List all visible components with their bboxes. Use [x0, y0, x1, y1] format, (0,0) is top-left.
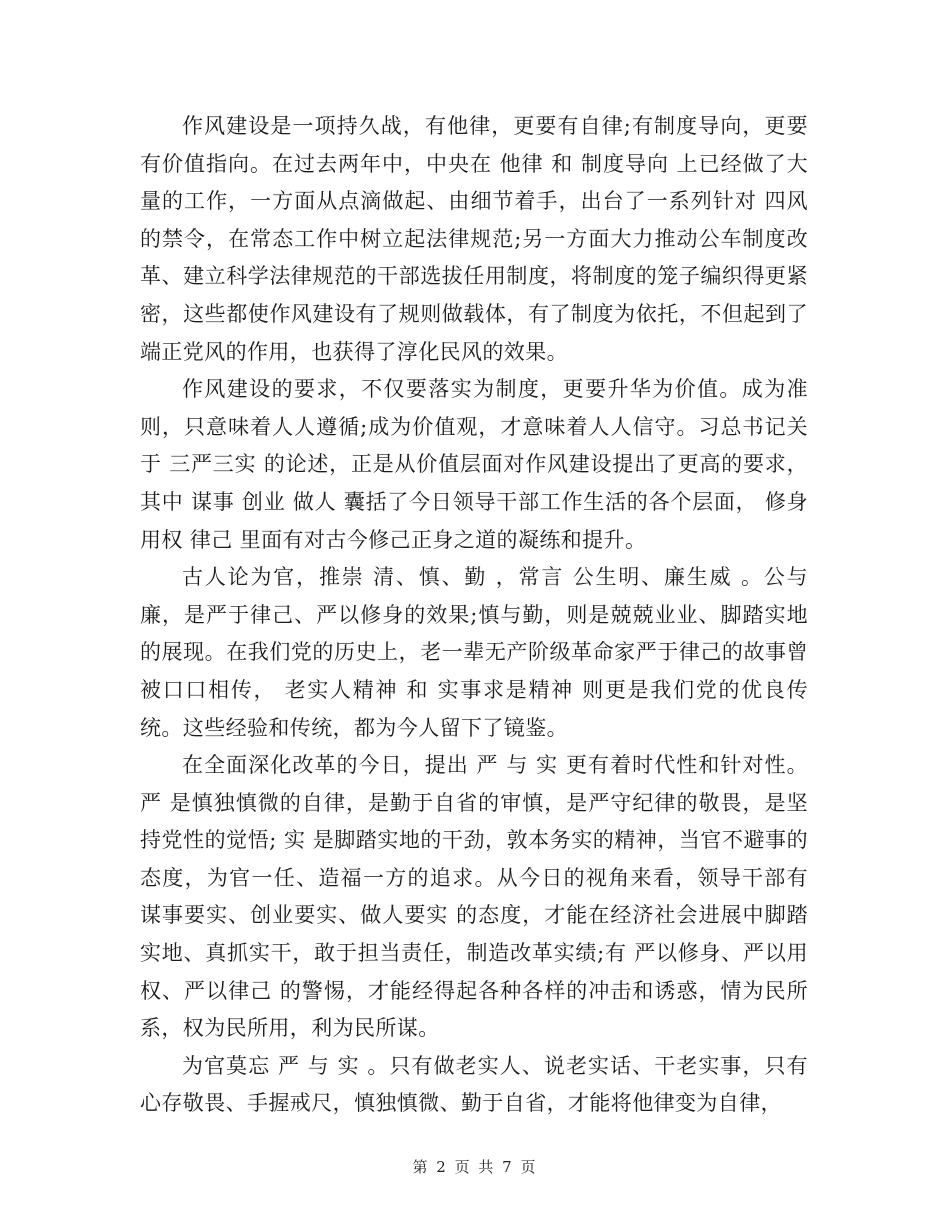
paragraph-4: 在全面深化改革的今日，提出 严 与 实 更有着时代性和针对性。 严 是慎独慎微的自律，是勤于自省的审慎，是严守纪律的敬畏，是坚持党性的觉悟; 实 是脚踏实地的干劲，敦本务实的精神，当官不避事的态度，为官一任、造福一方的追求。从今日的视角来看，领导干部有 谋事要实、创业要实、做人要实 的态度，才能在经济社会进展中脚踏实地、真抓实干，敢于担当责任，制造改革实绩;有 严以修身、严以用权、严以律己 的警惕，才能经得起各种各样的冲击和诱惑，情为民所系，权为民所用，利为民所谋。 [140, 753, 816, 1041]
page-number-footer: 第 2 页 共 7 页 [412, 1158, 538, 1176]
paragraph-1: 作风建设是一项持久战，有他律，更要有自律;有制度导向，更要有价值指向。在过去两年中，中央在 他律 和 制度导向 上已经做了大量的工作，一方面从点滴做起、由细节着手，出台了一系列针对 四风 的禁令，在常态工作中树立起法律规范;另一方面大力推动公车制度改革、建立科学法律规范的干部选拔任用制度，将制度的笼子编织得更紧密，这些都使作风建设有了规则做载体，有了制度为依托，不但起到了端正党风的作用，也获得了淳化民风的效果。 [140, 114, 816, 364]
paragraph-2: 作风建设的要求，不仅要落实为制度，更要升华为价值。成为准则，只意味着人人遵循;成为价值观，才意味着人人信守。习总书记关于 三严三实 的论述，正是从价值层面对作风建设提出了更高的要求，其中 谋事 创业 做人 囊括了今日领导干部工作生活的各个层面， 修身 用权 律己 里面有对古今修己正身之道的凝练和提升。 [140, 377, 816, 552]
body-text [140, 108, 816, 1123]
paragraph-5: 为官莫忘 严 与 实 。只有做老实人、说老实话、干老实事，只有心存敬畏、手握戒尺，慎独慎微、勤于自省，才能将他律变为自律， [140, 1053, 808, 1116]
paragraph-3: 古人论为官，推崇 清、慎、勤 ，常言 公生明、廉生威 。公与廉，是严于律己、严以修身的效果;慎与勤，则是兢兢业业、脚踏实地的展现。在我们党的历史上，老一辈无产阶级革命家严于律己的故事曾被口口相传， 老实人精神 和 实事求是精神 则更是我们党的优良传统。这些经验和传统，都为今人留下了镜鉴。 [140, 565, 808, 740]
